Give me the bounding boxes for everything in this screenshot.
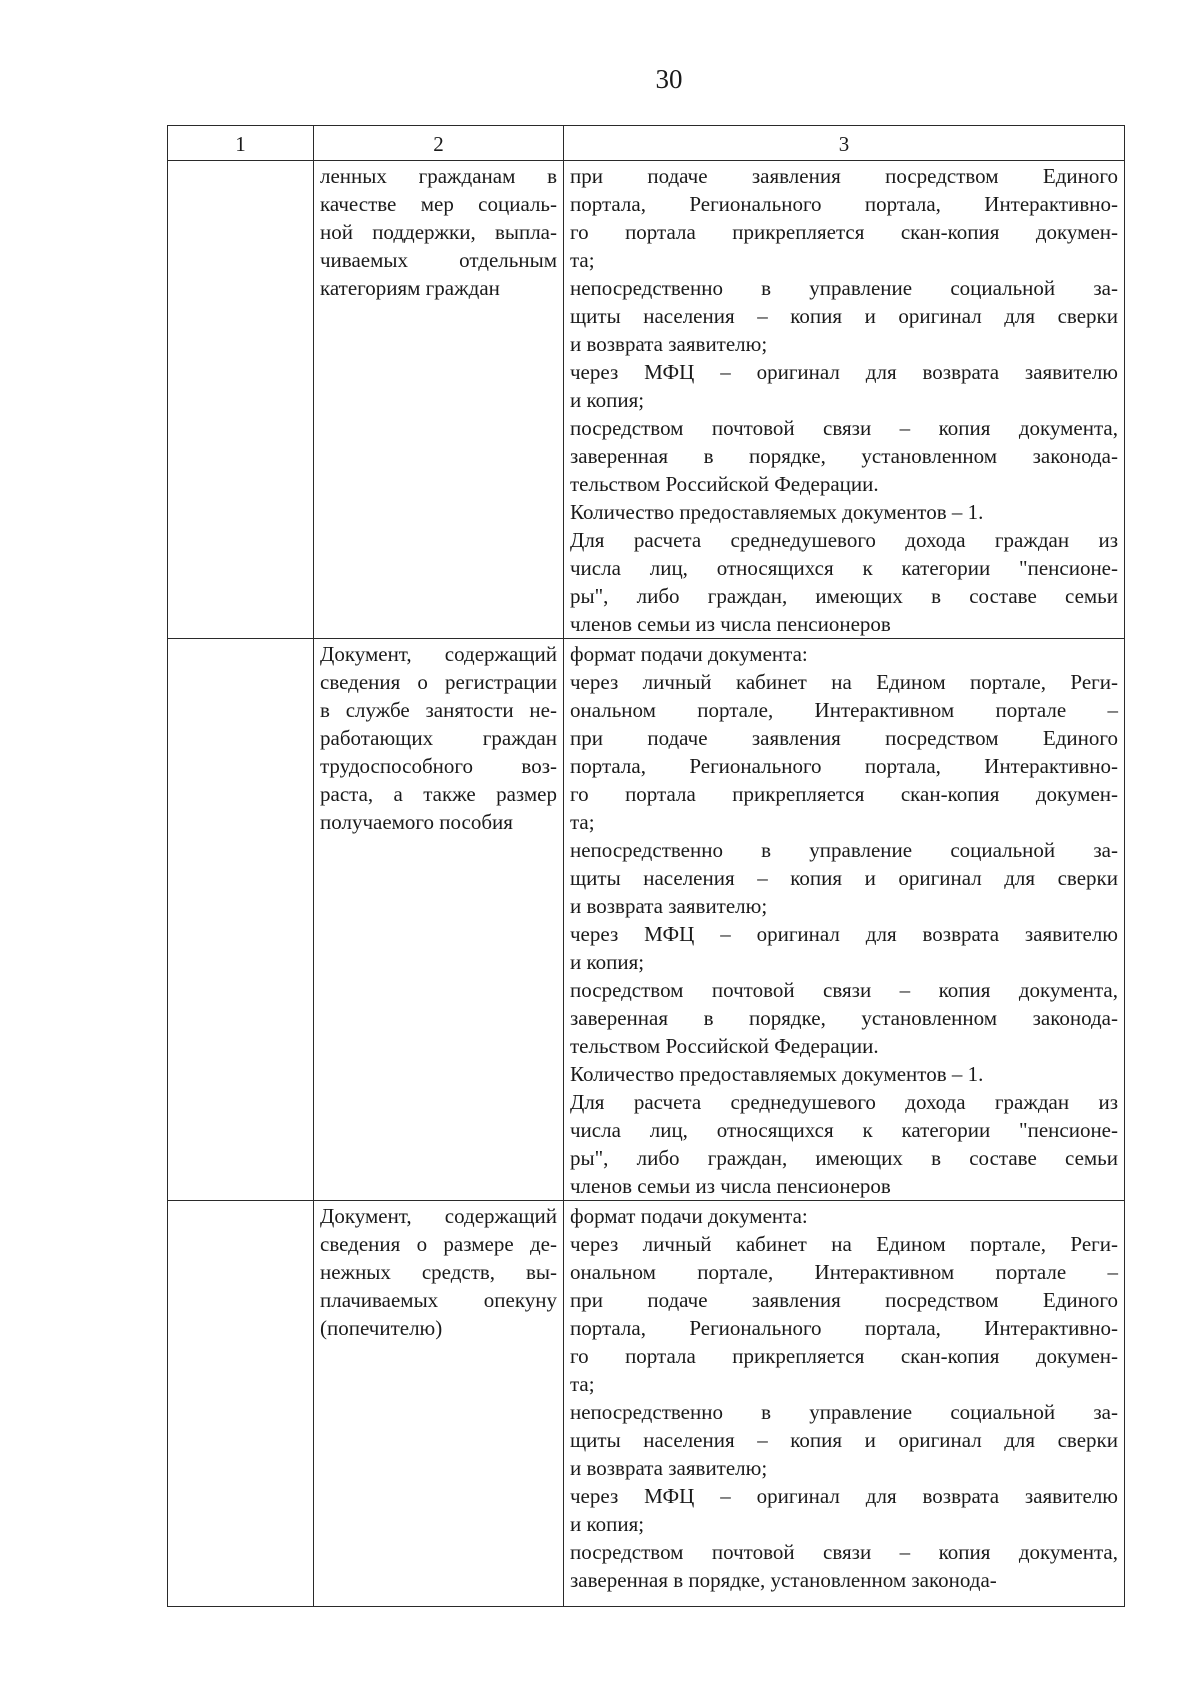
cell-text-line: го портала прикрепляется скан-копия докумен- [570,1344,1118,1368]
cell-text-line: Для расчета среднедушевого дохода граждан из [570,1090,1118,1114]
table-body [168,161,1125,1607]
column-header-2: 2 [314,126,564,161]
cell-text-line: та; [570,1372,595,1396]
cell-text-line: непосредственно в управление социальной за- [570,1400,1118,1424]
cell-text-line: щиты населения – копия и оригинал для сверки [570,304,1118,328]
cell-text-line: портала, Регионального портала, Интерактивно- [570,754,1118,778]
cell-text-line: Количество предоставляемых документов – 1. [570,1062,984,1086]
cell-text-line: получаемого пособия [320,810,513,834]
cell-text-line: ленных гражданам в [320,164,557,188]
cell-text-line: ной поддержки, выпла- [320,220,557,244]
cell-text-line: щиты населения – копия и оригинал для сверки [570,1428,1118,1452]
cell-text-line: через личный кабинет на Едином портале, Реги- [570,670,1118,694]
cell-text-line: чиваемых отдельным [320,248,557,272]
cell-text-line: качестве мер социаль- [320,192,557,216]
cell-text-line: (попечителю) [320,1316,443,1340]
cell-submission-format [564,639,1125,1201]
cell-col1 [168,639,314,1201]
cell-text-line: числа лиц, относящихся к категории "пенсионе- [570,1118,1118,1142]
cell-text-line: ональном портале, Интерактивном портале – [570,698,1118,722]
cell-text-line: и копия; [570,950,645,974]
cell-text-line: членов семьи из числа пенсионеров [570,1174,891,1198]
cell-text-line: через личный кабинет на Едином портале, Реги- [570,1232,1118,1256]
cell-text-line: категориям граждан [320,276,500,300]
cell-submission-format [564,1201,1125,1607]
cell-text-line: заверенная в порядке, установленном законода- [570,1568,997,1592]
cell-col1 [168,161,314,639]
cell-text-line: при подаче заявления посредством Единого [570,164,1118,188]
page-number: 30 [655,64,683,94]
cell-text-line: ональном портале, Интерактивном портале – [570,1260,1118,1284]
cell-text-line: через МФЦ – оригинал для возврата заявителю [570,1484,1118,1508]
cell-text-line: через МФЦ – оригинал для возврата заявителю [570,360,1118,384]
cell-submission-format [564,161,1125,639]
cell-text-line: портала, Регионального портала, Интерактивно- [570,1316,1118,1340]
column-header-1: 1 [168,126,314,161]
table-row [168,1201,1125,1607]
cell-text-line: Для расчета среднедушевого дохода граждан из [570,528,1118,552]
cell-text-line: посредством почтовой связи – копия документа, [570,416,1118,440]
cell-text-line: сведения о размере де- [320,1232,557,1256]
cell-document-name [314,639,564,1201]
cell-text-line: посредством почтовой связи – копия документа, [570,978,1118,1002]
cell-text-line: и копия; [570,1512,645,1536]
cell-col1 [168,1201,314,1607]
cell-text-line: портала, Регионального портала, Интерактивно- [570,192,1118,216]
cell-text-line: числа лиц, относящихся к категории "пенсионе- [570,556,1118,580]
cell-text-line: членов семьи из числа пенсионеров [570,612,891,636]
cell-text-line: Документ, содержащий [320,1204,557,1228]
table-row [168,639,1125,1201]
cell-text-line: формат подачи документа: [570,642,808,666]
table-header-row [168,126,1125,161]
cell-text-line: через МФЦ – оригинал для возврата заявителю [570,922,1118,946]
cell-text-line: непосредственно в управление социальной за- [570,838,1118,862]
cell-text-line: та; [570,248,595,272]
cell-text-line: тельством Российской Федерации. [570,1034,879,1058]
cell-text-line: го портала прикрепляется скан-копия докумен- [570,220,1118,244]
cell-text-line: и возврата заявителю; [570,894,768,918]
cell-text-line: ры", либо граждан, имеющих в составе семьи [570,1146,1118,1170]
cell-text-line: непосредственно в управление социальной за- [570,276,1118,300]
cell-text-line: и возврата заявителю; [570,1456,768,1480]
cell-text-line: заверенная в порядке, установленном законода- [570,1006,1118,1030]
cell-text-line: трудоспособного воз- [320,754,557,778]
cell-text-line: го портала прикрепляется скан-копия докумен- [570,782,1118,806]
cell-text-line: раста, а также размер [320,782,557,806]
cell-text-line: при подаче заявления посредством Единого [570,726,1118,750]
cell-text-line: плачиваемых опекуну [320,1288,557,1312]
cell-text-line: формат подачи документа: [570,1204,808,1228]
cell-text-line: и возврата заявителю; [570,332,768,356]
cell-text-line: работающих граждан [320,726,557,750]
cell-text-line: нежных средств, вы- [320,1260,557,1284]
cell-text-line: щиты населения – копия и оригинал для сверки [570,866,1118,890]
cell-text-line: заверенная в порядке, установленном законода- [570,444,1118,468]
cell-text-line: та; [570,810,595,834]
cell-text-line: Количество предоставляемых документов – 1. [570,500,984,524]
cell-text-line: сведения о регистрации [320,670,557,694]
cell-text-line: ры", либо граждан, имеющих в составе семьи [570,584,1118,608]
cell-text-line: Документ, содержащий [320,642,557,666]
cell-text-line: и копия; [570,388,645,412]
cell-document-name [314,1201,564,1607]
table-row [168,161,1125,639]
cell-document-name [314,161,564,639]
cell-text-line: в службе занятости не- [320,698,557,722]
cell-text-line: при подаче заявления посредством Единого [570,1288,1118,1312]
cell-text-line: посредством почтовой связи – копия документа, [570,1540,1118,1564]
cell-text-line: тельством Российской Федерации. [570,472,879,496]
column-header-3: 3 [564,126,1125,161]
document-table [167,125,1125,1607]
